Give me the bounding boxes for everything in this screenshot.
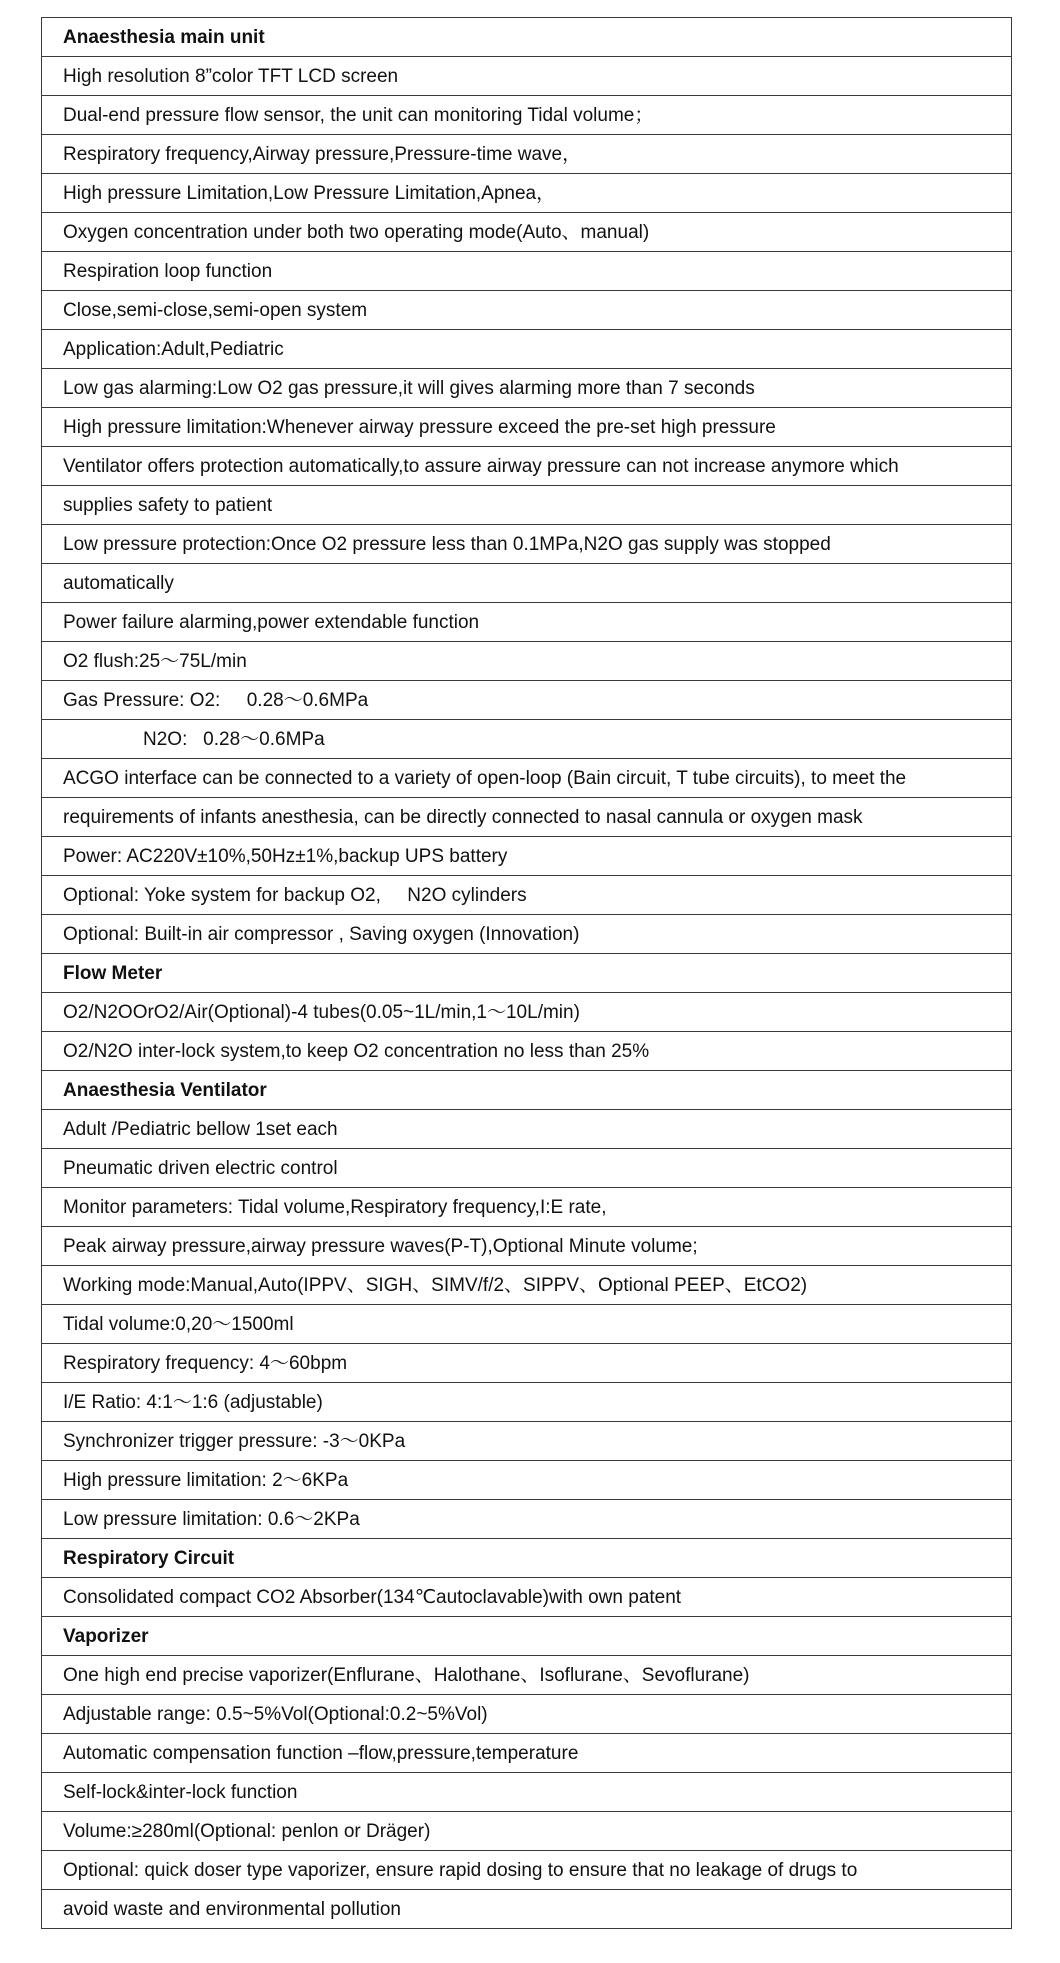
spec-text: N2O: 0.28〜0.6MPa [42,720,1012,759]
spec-row [42,1656,1012,1695]
spec-row [42,135,1012,174]
spec-row [42,915,1012,954]
spec-text: O2/N2OOrO2/Air(Optional)-4 tubes(0.05~1L/min,1〜10L/min) [42,993,1012,1032]
section-title: Vaporizer [42,1617,1012,1656]
spec-text: Adult /Pediatric bellow 1set each [42,1110,1012,1149]
spec-text: Optional: Built-in air compressor , Saving oxygen (Innovation) [42,915,1012,954]
spec-row [42,720,1012,759]
spec-text: High pressure limitation: 2〜6KPa [42,1461,1012,1500]
spec-row [42,330,1012,369]
spec-row [42,1500,1012,1539]
spec-row [42,1734,1012,1773]
spec-row [42,1695,1012,1734]
spec-text: Power failure alarming,power extendable function [42,603,1012,642]
spec-row [42,408,1012,447]
spec-text: Synchronizer trigger pressure: -3〜0KPa [42,1422,1012,1461]
spec-text: Consolidated compact CO2 Absorber(134℃autoclavable)with own patent [42,1578,1012,1617]
spec-text: Optional: Yoke system for backup O2, N2O cylinders [42,876,1012,915]
spec-row [42,681,1012,720]
section-header-row [42,954,1012,993]
spec-row [42,1266,1012,1305]
spec-row [42,993,1012,1032]
spec-row [42,876,1012,915]
spec-row [42,213,1012,252]
section-header-row [42,1071,1012,1110]
spec-text: Peak airway pressure,airway pressure waves(P-T),Optional Minute volume; [42,1227,1012,1266]
spec-text: Low pressure limitation: 0.6〜2KPa [42,1500,1012,1539]
spec-text: O2 flush:25〜75L/min [42,642,1012,681]
spec-text: Optional: quick doser type vaporizer, ensure rapid dosing to ensure that no leakage of drugs to [42,1851,1012,1890]
spec-table-body [42,18,1012,1929]
spec-text: Respiratory frequency: 4〜60bpm [42,1344,1012,1383]
spec-row [42,603,1012,642]
spec-row [42,1305,1012,1344]
spec-text: Low pressure protection:Once O2 pressure less than 0.1MPa,N2O gas supply was stopped [42,525,1012,564]
spec-text: supplies safety to patient [42,486,1012,525]
spec-row [42,798,1012,837]
section-title: Respiratory Circuit [42,1539,1012,1578]
spec-row [42,1461,1012,1500]
spec-row [42,564,1012,603]
spec-row [42,1422,1012,1461]
spec-text: Respiratory frequency,Airway pressure,Pressure-time wave， [42,135,1012,174]
section-header-row [42,18,1012,57]
spec-text: Working mode:Manual,Auto(IPPV、SIGH、SIMV/f/2、SIPPV、Optional PEEP、EtCO2) [42,1266,1012,1305]
section-header-row [42,1617,1012,1656]
spec-text: Adjustable range: 0.5~5%Vol(Optional:0.2~5%Vol) [42,1695,1012,1734]
spec-row [42,1851,1012,1890]
spec-text: Power: AC220V±10%,50Hz±1%,backup UPS battery [42,837,1012,876]
spec-row [42,1890,1012,1929]
spec-text: Ventilator offers protection automatically,to assure airway pressure can not increase anymore which [42,447,1012,486]
section-title: Anaesthesia main unit [42,18,1012,57]
spec-text: Volume:≥280ml(Optional: penlon or Dräger) [42,1812,1012,1851]
spec-row [42,525,1012,564]
spec-text: Respiration loop function [42,252,1012,291]
spec-row [42,486,1012,525]
section-title: Anaesthesia Ventilator [42,1071,1012,1110]
spec-row [42,291,1012,330]
spec-text: Dual-end pressure flow sensor, the unit can monitoring Tidal volume； [42,96,1012,135]
spec-row [42,1383,1012,1422]
spec-row [42,1344,1012,1383]
spec-text: O2/N2O inter-lock system,to keep O2 concentration no less than 25% [42,1032,1012,1071]
section-header-row [42,1539,1012,1578]
spec-text: High pressure limitation:Whenever airway pressure exceed the pre-set high pressure [42,408,1012,447]
spec-text: Application:Adult,Pediatric [42,330,1012,369]
spec-row [42,1812,1012,1851]
spec-row [42,1188,1012,1227]
spec-text: Automatic compensation function –flow,pressure,temperature [42,1734,1012,1773]
spec-row [42,369,1012,408]
spec-text: Low gas alarming:Low O2 gas pressure,it will gives alarming more than 7 seconds [42,369,1012,408]
spec-row [42,447,1012,486]
spec-row [42,1032,1012,1071]
spec-text: avoid waste and environmental pollution [42,1890,1012,1929]
spec-text: automatically [42,564,1012,603]
spec-text: ACGO interface can be connected to a variety of open-loop (Bain circuit, T tube circuits), to meet the [42,759,1012,798]
spec-table [41,17,1012,1929]
spec-row [42,1110,1012,1149]
spec-row [42,642,1012,681]
spec-text: Gas Pressure: O2: 0.28〜0.6MPa [42,681,1012,720]
spec-text: Monitor parameters: Tidal volume,Respiratory frequency,I:E rate, [42,1188,1012,1227]
spec-row [42,837,1012,876]
spec-row [42,96,1012,135]
spec-text: Oxygen concentration under both two operating mode(Auto、manual) [42,213,1012,252]
spec-row [42,1227,1012,1266]
spec-text: High resolution 8”color TFT LCD screen [42,57,1012,96]
spec-text: One high end precise vaporizer(Enflurane、Halothane、Isoflurane、Sevoflurane) [42,1656,1012,1695]
section-title: Flow Meter [42,954,1012,993]
spec-row [42,759,1012,798]
spec-text: High pressure Limitation,Low Pressure Limitation,Apnea， [42,174,1012,213]
spec-row [42,57,1012,96]
spec-text: I/E Ratio: 4:1〜1:6 (adjustable) [42,1383,1012,1422]
spec-text: Pneumatic driven electric control [42,1149,1012,1188]
spec-row [42,1773,1012,1812]
spec-text: Close,semi-close,semi-open system [42,291,1012,330]
spec-row [42,174,1012,213]
spec-row [42,1149,1012,1188]
spec-row [42,252,1012,291]
spec-text: Self-lock&inter-lock function [42,1773,1012,1812]
spec-text: Tidal volume:0,20〜1500ml [42,1305,1012,1344]
spec-row [42,1578,1012,1617]
spec-text: requirements of infants anesthesia, can be directly connected to nasal cannula or oxygen mask [42,798,1012,837]
